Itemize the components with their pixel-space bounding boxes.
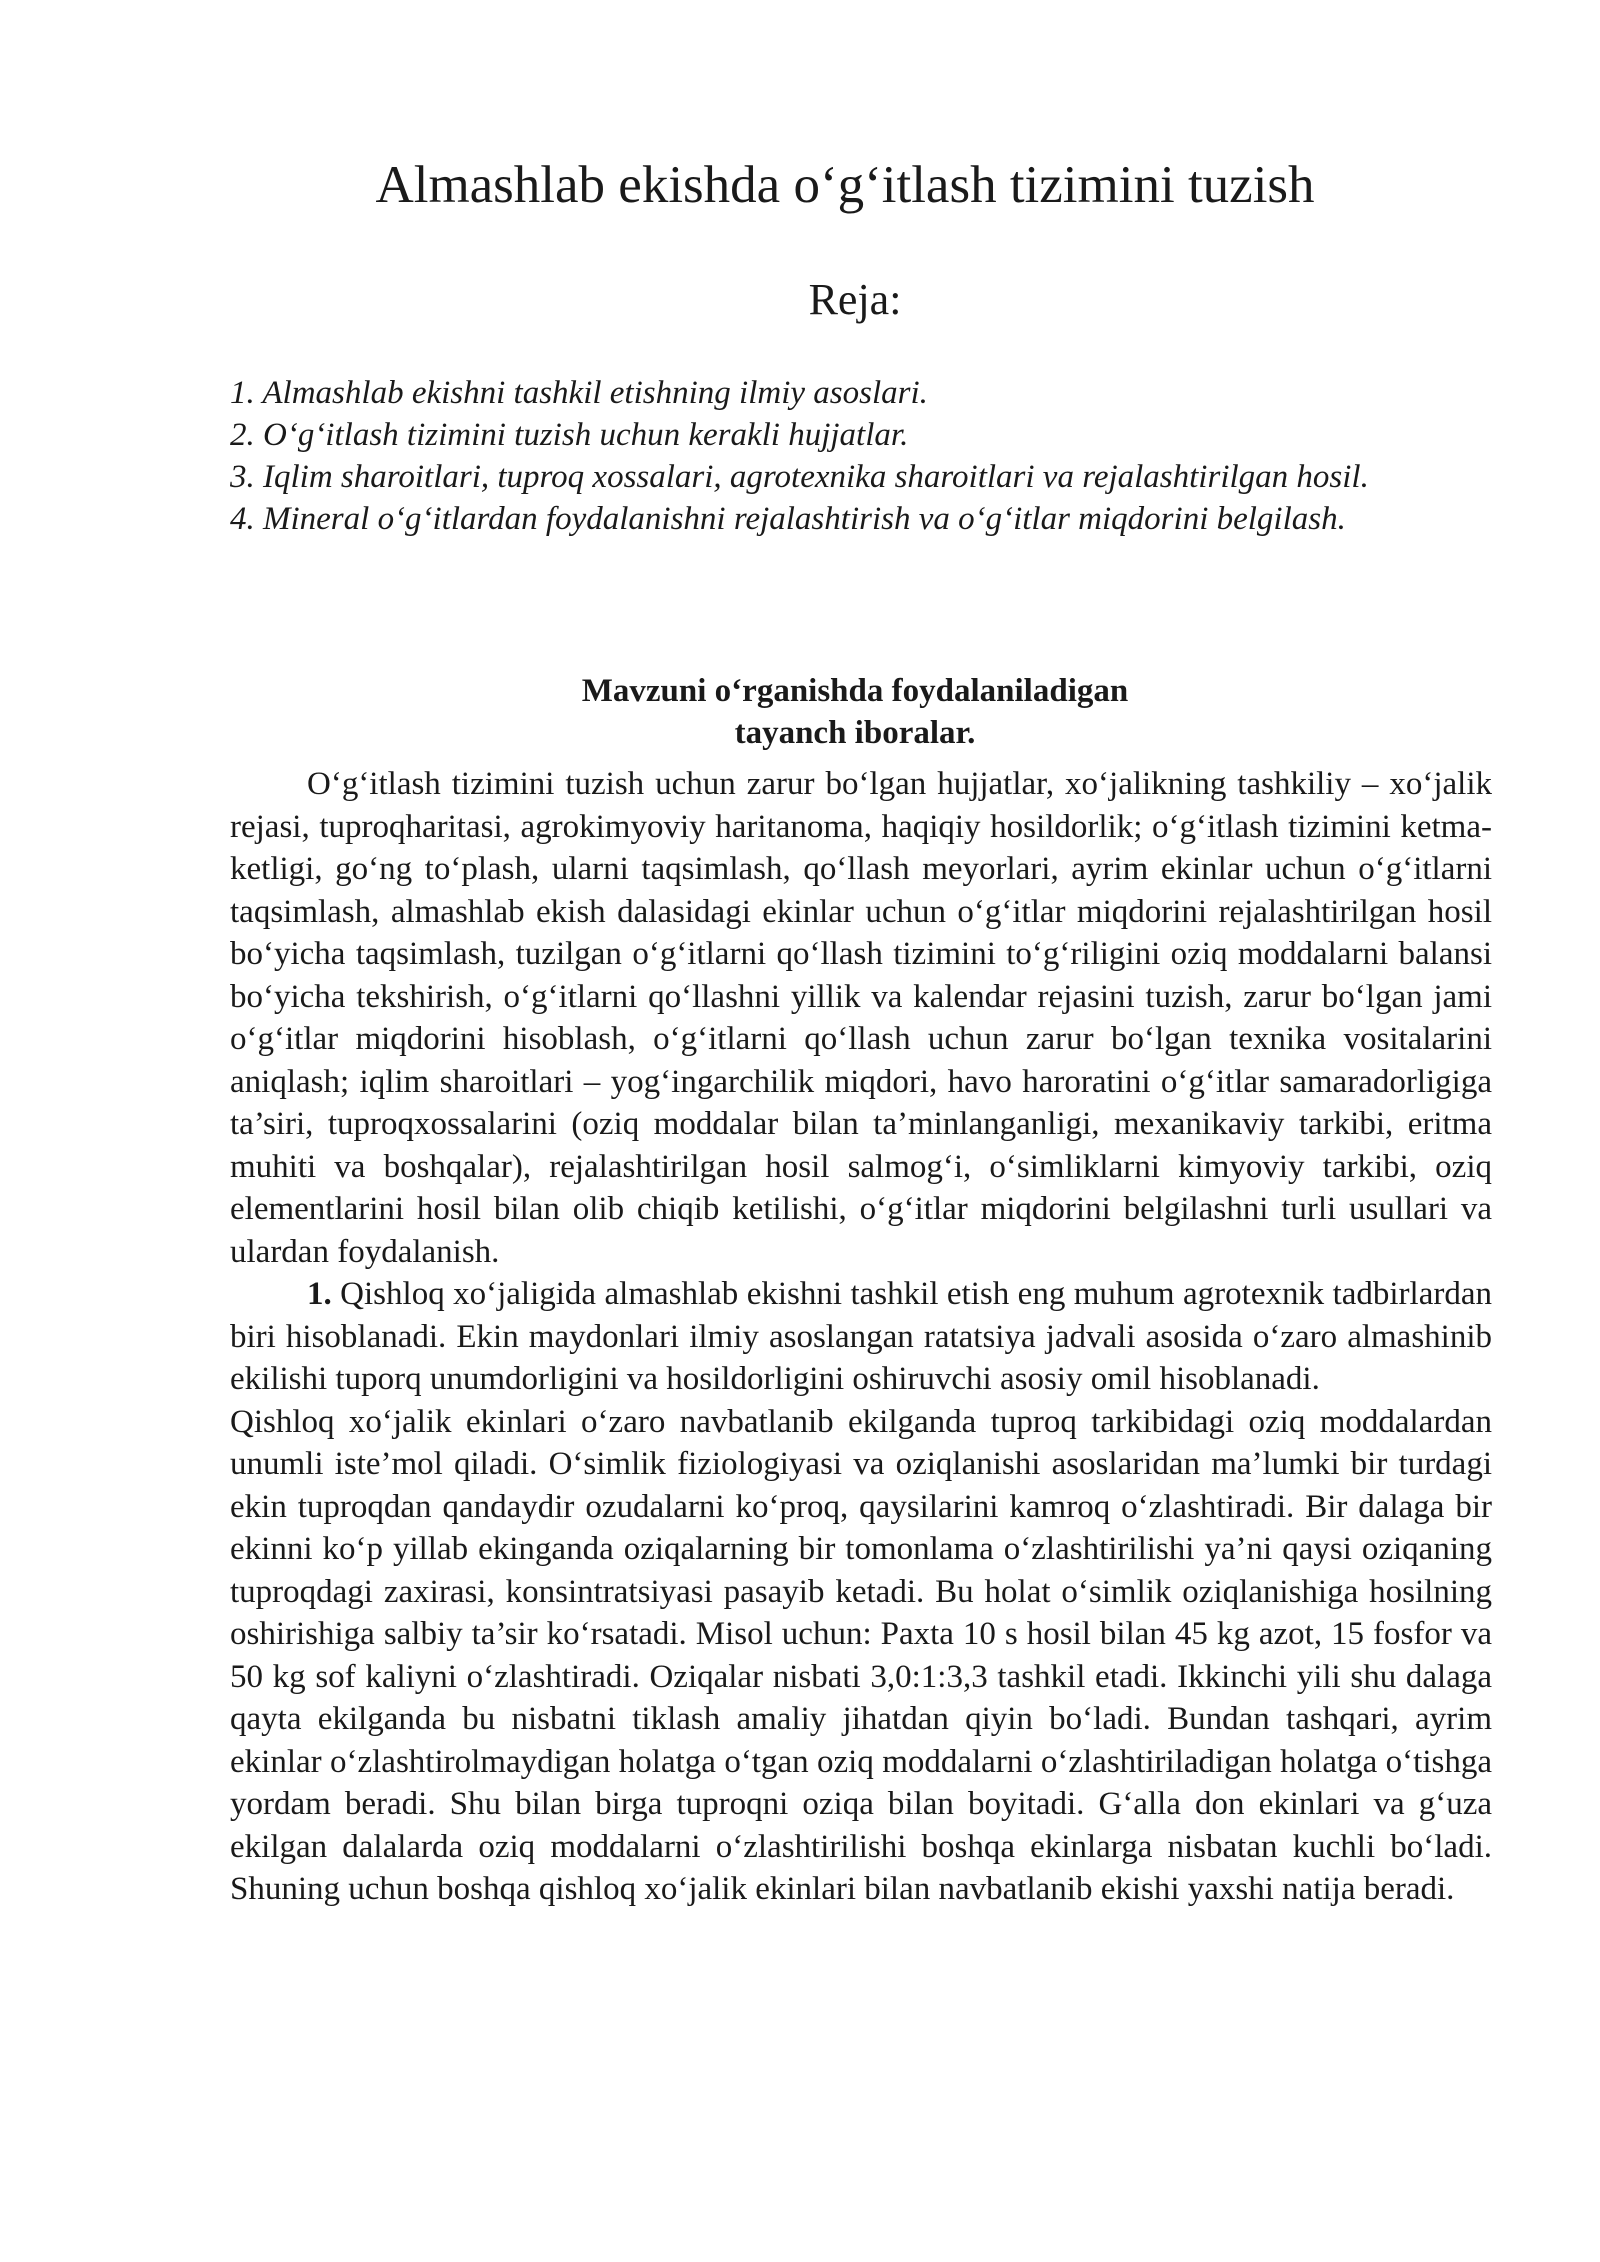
section-heading-line: Mavzuni o‘rganishda foydalaniladigan xyxy=(581,673,1129,709)
paragraph-number: 1. xyxy=(307,1276,332,1312)
plan-item: 2. O‘g‘itlash tizimini tuzish uchun kerakli hujjatlar. xyxy=(230,417,909,453)
section-heading-line: tayanch iboralar. xyxy=(734,715,976,751)
plan-item: 3. Iqlim sharoitlari, tuproq xossalari, agrotexnika sharoitlari va rejalashtirilgan hosil. xyxy=(230,459,1369,495)
paragraph-text: Qishloq xo‘jaligida almashlab ekishni tashkil etish eng muhum agrotexnik tadbirlardan biri hisoblanadi. Ekin maydonlari ilmiy asoslangan ratatsiya jadvali asosida o‘zaro almashinib ekilishi tuporq unumdorligini va hosildorligini oshiruvchi asosiy omil hisoblanadi. xyxy=(230,1276,1492,1397)
paragraph: O‘g‘itlash tizimini tuzish uchun zarur bo‘lgan hujjatlar, xo‘jalikning tashkiliy – xo‘jalik rejasi, tuproqharitasi, agrokimyoviy haritanoma, haqiqiy hosildorlik; o‘g‘itlash tizimini ketma-ketligi, go‘ng to‘plash, ularni taqsimlash, qo‘llash meyorlari, ayrim ekinlar uchun o‘g‘itlarni taqsimlash, almashlab ekish dalasidagi ekinlar uchun o‘g‘itlar miqdorini rejalashtirilgan hosil bo‘yicha taqsimlash, tuzilgan o‘g‘itlarni qo‘llash tizimini to‘g‘riligini oziq moddalarni balansi bo‘yicha tekshirish, o‘g‘itlarni qo‘llashni yillik va kalendar rejasini tuzish, zarur bo‘lgan jami o‘g‘itlar miqdorini hisoblash, o‘g‘itlarni qo‘llash uchun zarur bo‘lgan texnika vositalarini aniqlash; iqlim sharoitlari – yog‘ingarchilik miqdori, havo haroratini o‘g‘itlar samaradorligiga ta’siri, tuproqxossalarini (oziq moddalar bilan ta’minlanganligi, mexanikaviy tarkibi, eritma muhiti va boshqalar), rejalashtirilgan hosil salmog‘i, o‘simliklarni kimyoviy tarkibi, oziq elementlarini hosil bilan olib chiqib ketilishi, o‘g‘itlar miqdorini belgilashni turli usullari va ulardan foydalanish. xyxy=(230,766,1492,1270)
plan-item: 4. Mineral o‘g‘itlardan foydalanishni rejalashtirish va o‘g‘itlar miqdorini belgilash. xyxy=(230,501,1346,537)
section-heading xyxy=(230,670,1480,754)
body-text xyxy=(230,763,1492,1911)
plan-heading: Reja: xyxy=(808,275,902,324)
paragraph xyxy=(230,1273,1492,1401)
document-title: Almashlab ekishda o‘g‘itlash tizimini tuzish xyxy=(375,156,1315,214)
plan-item: 1. Almashlab ekishni tashkil etishning ilmiy asoslari. xyxy=(230,375,928,411)
paragraph: Qishloq xo‘jalik ekinlari o‘zaro navbatlanib ekilganda tuproq tarkibidagi oziq moddalardan unumli iste’mol qiladi. O‘simlik fiziologiyasi va oziqlanishi asoslaridan ma’lumki bir turdagi ekin tuproqdan qandaydir ozudalarni ko‘proq, qaysilarini kamroq o‘zlashtiradi. Bir dalaga bir ekinni ko‘p yillab ekinganda oziqalarning bir tomonlama o‘zlashtirilishi ya’ni qaysi oziqaning tuproqdagi zaxirasi, konsintratsiyasi pasayib ketadi. Bu holat o‘simlik oziqlanishiga hosilning oshirishiga salbiy ta’sir ko‘rsatadi. Misol uchun: Paxta 10 s hosil bilan 45 kg azot, 15 fosfor va 50 kg sof kaliyni o‘zlashtiradi. Oziqalar nisbati 3,0:1:3,3 tashkil etadi. Ikkinchi yili shu dalaga qayta ekilganda bu nisbatni tiklash amaliy jihatdan qiyin bo‘ladi. Bundan tashqari, ayrim ekinlar o‘zlashtirolmaydigan holatga o‘tgan oziq moddalarni o‘zlashtiriladigan holatga o‘tishga yordam beradi. Shu bilan birga tuproqni oziqa bilan boyitadi. G‘alla don ekinlari va g‘uza ekilgan dalalarda oziq moddalarni o‘zlashtirilishi boshqa ekinlarga nisbatan kuchli bo‘ladi. Shuning uchun boshqa qishloq xo‘jalik ekinlari bilan navbatlanib ekishi yaxshi natija beradi. xyxy=(230,1403,1492,1907)
plan-list xyxy=(230,372,1505,540)
